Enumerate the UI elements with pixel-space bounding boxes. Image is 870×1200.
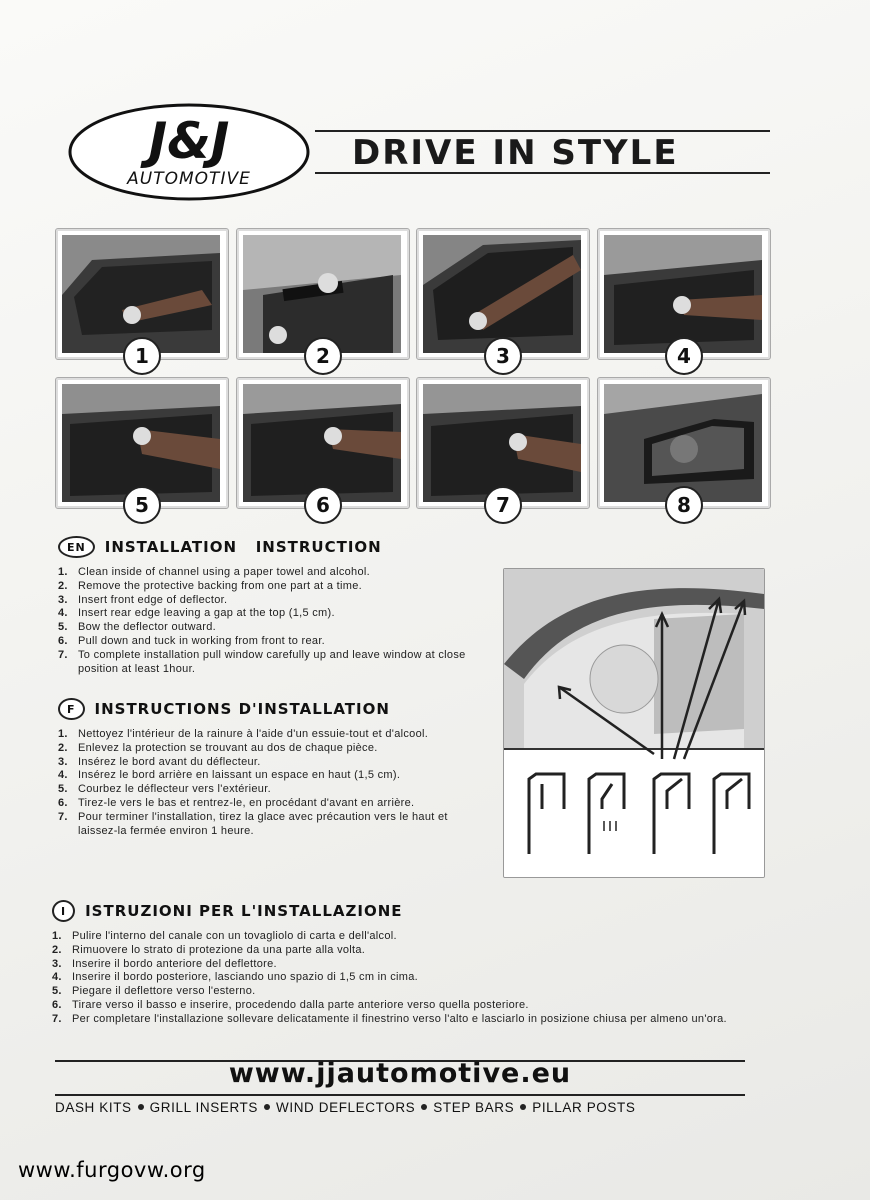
step-text: Insert front edge of deflector.	[78, 593, 228, 606]
step-text: Enlevez la protection se trouvant au dos de chaque pièce.	[78, 741, 378, 754]
list-item	[58, 621, 498, 635]
product-list	[55, 1100, 755, 1115]
photo-step-4	[597, 228, 771, 368]
step-number: 3.	[52, 957, 62, 970]
photo-scene	[62, 384, 220, 502]
step-number: 5.	[58, 783, 68, 796]
step-number-badge: 1	[123, 337, 161, 375]
product-item: STEP BARS	[433, 1100, 515, 1115]
photo-scene	[243, 235, 401, 353]
step-list	[52, 930, 742, 1027]
step-text: Courbez le déflecteur vers l'extérieur.	[78, 783, 271, 796]
step-number: 4.	[58, 769, 68, 782]
separator-dot	[264, 1104, 270, 1110]
step-number: 3.	[58, 593, 68, 606]
list-item	[58, 594, 498, 608]
photo-scene	[423, 235, 581, 353]
deflector-diagram	[503, 568, 765, 878]
step-number-badge: 2	[304, 337, 342, 375]
separator-dot	[421, 1104, 427, 1110]
step-text: To complete installation pull window carefully up and leave window at close position at least 1hour.	[78, 648, 466, 675]
header-rule-top	[315, 130, 770, 132]
section-french	[58, 698, 488, 838]
section-heading	[58, 698, 488, 720]
step-list	[58, 728, 488, 838]
step-number: 5.	[58, 621, 68, 634]
step-number: 1.	[52, 930, 62, 942]
footer-rule-bottom	[55, 1094, 745, 1096]
list-item	[52, 1013, 742, 1027]
step-text: Rimuovere lo strato di protezione da una parte alla volta.	[72, 943, 366, 956]
step-text: Tirare verso il basso e inserire, procedendo dalla parte anteriore verso quella posteriore.	[72, 998, 529, 1011]
brand-logo	[68, 102, 311, 202]
list-item	[58, 769, 488, 783]
step-text: Inserire il bordo anteriore del deflettore.	[72, 957, 277, 970]
slogan: DRIVE IN STYLE	[352, 133, 679, 173]
list-item	[58, 607, 498, 621]
section-title: ISTRUZIONI PER L'INSTALLAZIONE	[85, 902, 403, 920]
photo-scene	[62, 235, 220, 353]
language-badge: I	[52, 900, 75, 922]
list-item	[58, 728, 488, 742]
list-item	[52, 999, 742, 1013]
step-text: Remove the protective backing from one part at a time.	[78, 579, 362, 592]
step-number: 2.	[58, 579, 68, 592]
step-number: 6.	[52, 998, 62, 1011]
step-text: Per completare l'installazione sollevare delicatamente il finestrino verso l'alto e lasciarlo in posizione chiusa per almeno un'ora.	[72, 1012, 727, 1025]
language-badge: EN	[58, 536, 95, 558]
step-number: 4.	[52, 971, 62, 984]
step-number-badge: 7	[484, 486, 522, 524]
step-text: Pulire l'interno del canale con un tovagliolo di carta e dell'alcol.	[72, 930, 397, 942]
step-text: Inserire il bordo posteriore, lasciando uno spazio di 1,5 cm in cima.	[72, 971, 418, 984]
product-item: WIND DEFLECTORS	[276, 1100, 416, 1115]
section-italian	[52, 900, 742, 1027]
step-number-badge: 5	[123, 486, 161, 524]
list-item	[58, 580, 498, 594]
photo-step-2	[236, 228, 410, 368]
logo-primary-text: J&J	[148, 112, 230, 170]
section-title: INSTRUCTIONS D'INSTALLATION	[94, 700, 390, 718]
photo-step-5	[55, 377, 229, 517]
product-item: PILLAR POSTS	[532, 1100, 636, 1115]
list-item	[58, 635, 498, 649]
photo-scene	[423, 384, 581, 502]
photo-step-8	[597, 377, 771, 517]
section-heading	[58, 536, 498, 558]
diagram-illustration	[504, 569, 764, 877]
step-number: 6.	[58, 796, 68, 809]
photo-step-6	[236, 377, 410, 517]
list-item	[58, 811, 488, 839]
step-text: Bow the deflector outward.	[78, 621, 217, 634]
section-english	[58, 536, 498, 676]
step-number: 2.	[52, 943, 62, 956]
photo-scene	[604, 384, 762, 502]
list-item	[52, 930, 742, 944]
step-number: 2.	[58, 741, 68, 754]
separator-dot	[520, 1104, 526, 1110]
step-number: 3.	[58, 755, 68, 768]
step-text: Clean inside of channel using a paper towel and alcohol.	[78, 566, 370, 578]
step-text: Nettoyez l'intérieur de la rainure à l'aide d'un essuie-tout et d'alcool.	[78, 728, 429, 740]
step-number: 1.	[58, 566, 68, 578]
step-text: Tirez-le vers le bas et rentrez-le, en procédant d'avant en arrière.	[78, 796, 415, 809]
photo-step-3	[416, 228, 590, 368]
list-item	[58, 797, 488, 811]
step-number: 5.	[52, 985, 62, 998]
list-item	[52, 944, 742, 958]
section-title: INSTALLATION INSTRUCTION	[104, 538, 382, 556]
list-item	[58, 783, 488, 797]
list-item	[58, 742, 488, 756]
step-number-badge: 8	[665, 486, 703, 524]
list-item	[58, 649, 498, 677]
watermark: www.furgovw.org	[18, 1158, 206, 1182]
separator-dot	[138, 1104, 144, 1110]
step-number-badge: 4	[665, 337, 703, 375]
photo-step-7	[416, 377, 590, 517]
step-number: 7.	[58, 810, 68, 823]
list-item	[58, 756, 488, 770]
step-number-badge: 6	[304, 486, 342, 524]
step-number: 7.	[52, 1012, 62, 1025]
section-heading	[52, 900, 742, 922]
product-item: DASH KITS	[55, 1100, 132, 1115]
step-number: 1.	[58, 728, 68, 740]
logo-secondary-text: AUTOMOTIVE	[127, 169, 251, 189]
step-number: 7.	[58, 648, 68, 661]
step-list	[58, 566, 498, 676]
language-badge: F	[58, 698, 85, 720]
photo-scene	[604, 235, 762, 353]
list-item	[58, 566, 498, 580]
photo-scene	[243, 384, 401, 502]
list-item	[52, 985, 742, 999]
logo-emblem	[68, 102, 311, 202]
list-item	[52, 958, 742, 972]
step-text: Insérez le bord arrière en laissant un espace en haut (1,5 cm).	[78, 769, 401, 782]
step-text: Piegare il deflettore verso l'esterno.	[72, 985, 256, 998]
product-item: GRILL INSERTS	[149, 1100, 259, 1115]
list-item	[52, 971, 742, 985]
photo-step-1	[55, 228, 229, 368]
step-number: 6.	[58, 634, 68, 647]
step-text: Insérez le bord avant du déflecteur.	[78, 755, 261, 768]
step-number: 4.	[58, 607, 68, 620]
step-text: Pull down and tuck in working from front to rear.	[78, 634, 326, 647]
step-number-badge: 3	[484, 337, 522, 375]
step-text: Insert rear edge leaving a gap at the top (1,5 cm).	[78, 607, 335, 620]
step-text: Pour terminer l'installation, tirez la glace avec précaution vers le haut et laissez-la fermée environ 1 heure.	[78, 810, 448, 837]
website-link[interactable]: www.jjautomotive.eu	[228, 1058, 572, 1089]
